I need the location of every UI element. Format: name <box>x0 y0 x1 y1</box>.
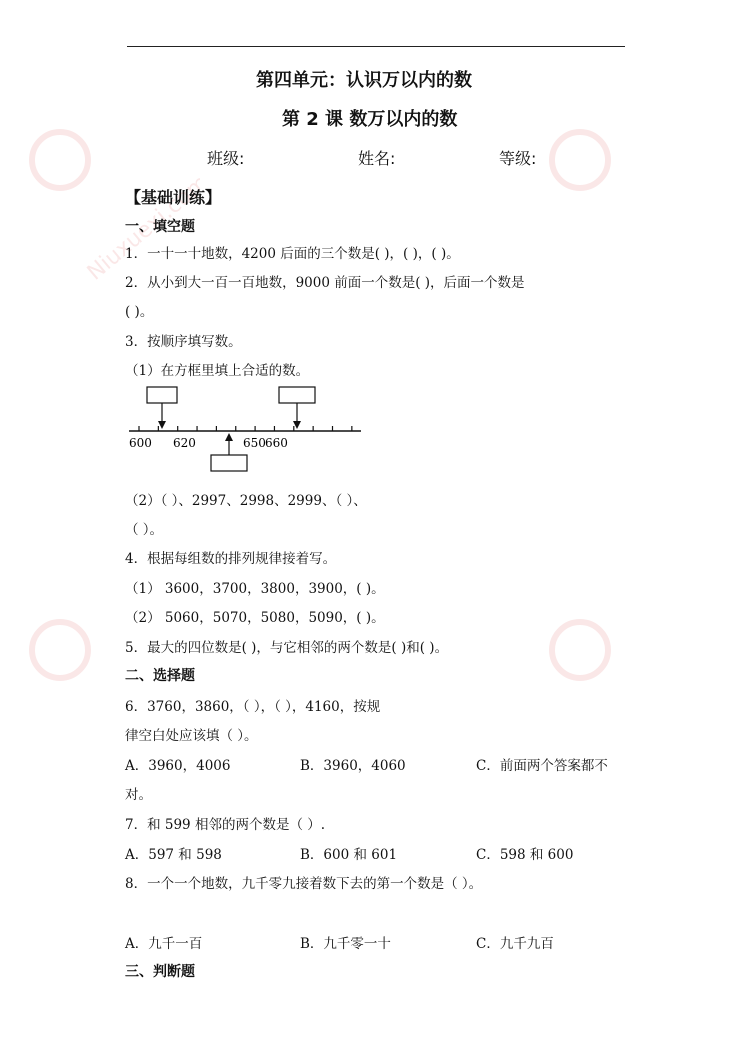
question-3-1: （1）在方框里填上合适的数。 <box>125 363 310 379</box>
question-8-option-c: C．九千九百 <box>476 936 554 952</box>
unit-title: 第四单元：认识万以内的数 <box>256 70 472 91</box>
question-6-option-c: C．前面两个答案都不 <box>476 758 608 774</box>
question-4: 4．根据每组数的排列规律接着写。 <box>125 551 337 567</box>
question-4-2: （2） 5060，5070，5080，5090，( )。 <box>125 610 385 626</box>
lesson-title: 第 2 课 数万以内的数 <box>282 109 458 130</box>
answer-box-670 <box>279 387 315 403</box>
svg-text:Niuxuexi.com: Niuxuexi.com <box>82 170 200 280</box>
question-8: 8．一个一个地数，九千零九接着数下去的第一个数是（ ）。 <box>125 876 483 892</box>
question-3: 3．按顺序填写数。 <box>125 334 242 350</box>
number-line <box>125 385 365 477</box>
question-6: 6．3760，3860，（ ），（ ），4160，按规 <box>125 699 381 715</box>
header-rule <box>127 46 625 47</box>
grade-label: 等级: <box>499 149 537 168</box>
question-7: 7．和 599 相邻的两个数是（ ）. <box>125 817 326 833</box>
question-6-cont: 律空白处应该填（ ）。 <box>125 728 258 744</box>
question-2-cont: ( )。 <box>125 304 154 320</box>
tick-label-650: 650 <box>243 436 266 450</box>
question-2: 2．从小到大一百一百地数，9000 前面一个数是( )，后面一个数是 <box>125 275 525 291</box>
tick-label-600: 600 <box>129 436 152 450</box>
section-fill-heading: 一、填空题 <box>125 219 195 235</box>
question-6-option-a: A．3960，4006 <box>125 758 231 774</box>
name-label: 姓名: <box>358 149 396 168</box>
question-1: 1．一十一十地数，4200 后面的三个数是( )，( )，( )。 <box>125 246 460 262</box>
question-7-option-a: A．597 和 598 <box>125 847 222 863</box>
answer-box-630 <box>211 455 247 471</box>
question-5: 5．最大的四位数是( )，与它相邻的两个数是( )和( )。 <box>125 640 449 656</box>
question-7-option-b: B．600 和 601 <box>300 847 398 863</box>
section-choice-heading: 二、选择题 <box>125 668 195 684</box>
question-3-2: （2）（ ）、2997、2998、2999、（ ）、 <box>125 493 367 509</box>
question-7-option-c: C．598 和 600 <box>476 847 574 863</box>
watermark-logo <box>540 100 720 284</box>
answer-box-610 <box>147 387 177 403</box>
question-6-option-b: B．3960，4060 <box>300 758 406 774</box>
question-3-2-cont: （ ）。 <box>125 522 164 538</box>
tick-label-660: 660 <box>265 436 288 450</box>
basic-training-heading: 【基础训练】 <box>125 188 222 207</box>
question-4-1: （1） 3600，3700，3800，3900，( )。 <box>125 581 385 597</box>
question-6-option-c-cont: 对。 <box>125 787 152 803</box>
watermark-logo <box>540 590 720 774</box>
tick-label-620: 620 <box>173 436 196 450</box>
question-8-option-a: A．九千一百 <box>125 936 203 952</box>
section-judge-heading: 三、判断题 <box>125 964 195 980</box>
question-8-option-b: B．九千零一十 <box>300 936 391 952</box>
class-label: 班级: <box>207 149 245 168</box>
